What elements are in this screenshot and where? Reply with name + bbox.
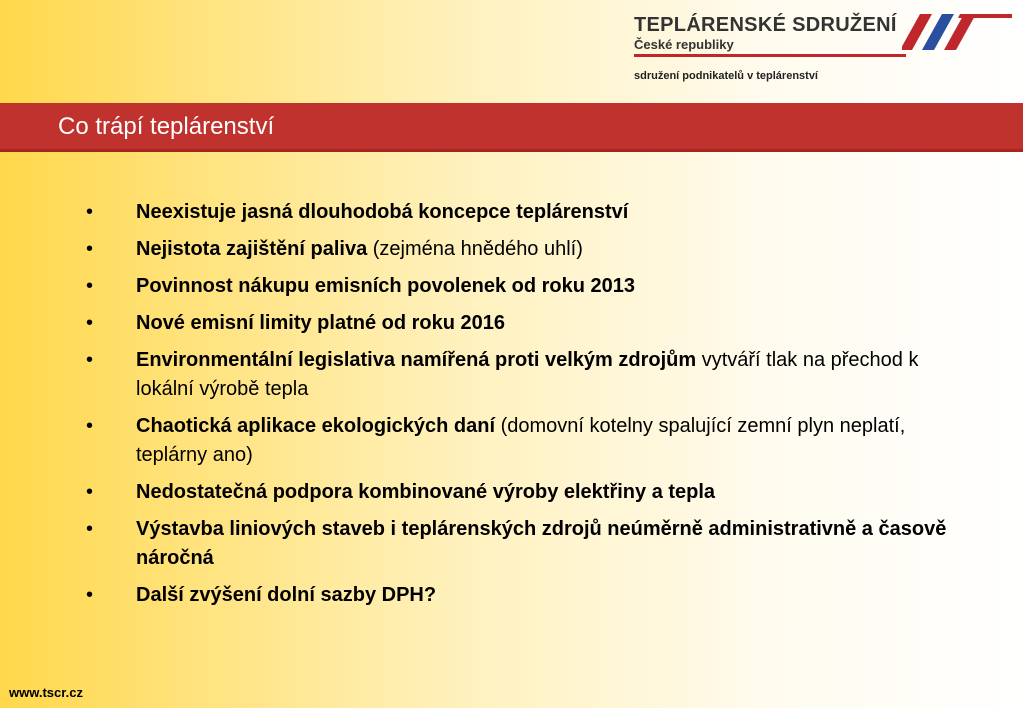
- bullet-icon: •: [86, 238, 94, 260]
- item-bold-text: Povinnost nákupu emisních povolenek od roku 2013: [136, 275, 636, 297]
- bullet-list: [86, 198, 966, 618]
- item-bold-text: Nejistota zajištění paliva: [136, 238, 368, 260]
- bullet-icon: •: [86, 275, 94, 297]
- bullet-icon: •: [86, 349, 94, 371]
- logo-underline: [634, 54, 906, 57]
- list-item: [86, 581, 966, 610]
- item-text: (domovní kotelny spalující zemní plyn neplatí, teplárny ano): [136, 415, 906, 466]
- logo-name: TEPLÁRENSKÉ SDRUŽENÍ: [634, 14, 897, 36]
- list-item: [86, 198, 966, 227]
- organization-subtitle: sdružení podnikatelů v teplárenství: [634, 70, 818, 82]
- item-bold-text: Environmentální legislativa namířená proti velkým zdrojům: [136, 349, 697, 371]
- list-item: [86, 478, 966, 507]
- title-band: [0, 103, 1023, 152]
- item-bold-text: Nedostatečná podpora kombinované výroby elektřiny a tepla: [136, 481, 716, 503]
- item-bold-text: Chaotická aplikace ekologických daní: [136, 415, 496, 437]
- list-item: [86, 235, 966, 264]
- bullet-icon: •: [86, 584, 94, 606]
- item-bold-text: Další zvýšení dolní sazby DPH?: [136, 584, 437, 606]
- list-item: [86, 412, 966, 470]
- bullet-icon: •: [86, 415, 94, 437]
- item-bold-text: Nové emisní limity platné od roku 2016: [136, 312, 506, 334]
- item-bold-text: Neexistuje jasná dlouhodobá koncepce teplárenství: [136, 201, 629, 223]
- bullet-icon: •: [86, 518, 94, 540]
- item-text: (zejména hnědého uhlí): [367, 238, 583, 260]
- logo-country: České republiky: [634, 37, 734, 52]
- bullet-icon: •: [86, 481, 94, 503]
- bullet-icon: •: [86, 201, 94, 223]
- list-item: [86, 515, 966, 573]
- website-link[interactable]: www.tscr.cz: [9, 685, 83, 700]
- page-title: Co trápí teplárenství: [58, 113, 275, 140]
- list-item: [86, 309, 966, 338]
- list-item: [86, 272, 966, 301]
- list-item: [86, 346, 966, 404]
- bullet-icon: •: [86, 312, 94, 334]
- logo-stripes-icon: [902, 14, 1012, 60]
- item-text: vytváří tlak na přechod k lokální výrobě tepla: [136, 349, 919, 400]
- organization-logo: [634, 14, 1014, 74]
- item-bold-text: Výstavba liniových staveb i teplárenských zdrojů neúměrně administrativně a časově náročná: [136, 518, 947, 569]
